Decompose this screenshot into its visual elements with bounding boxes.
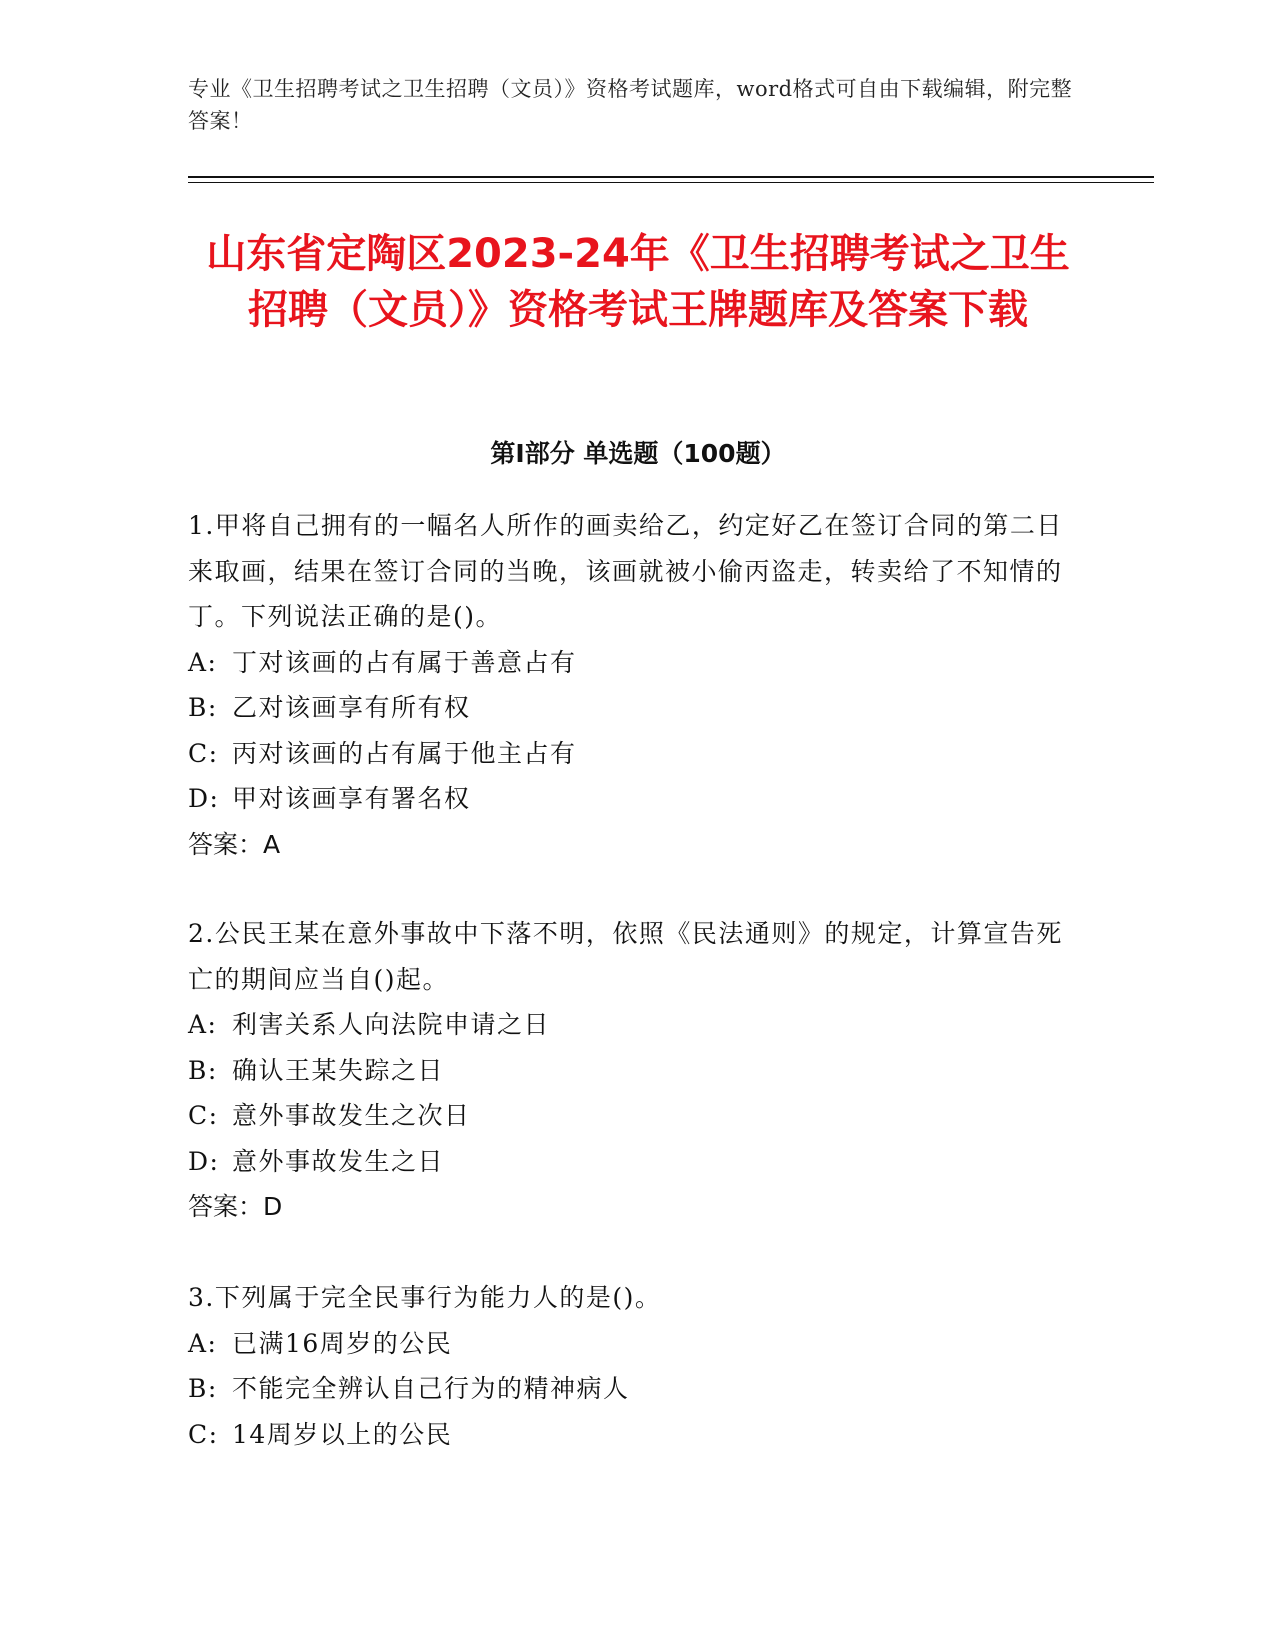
option-text: 意外事故发生之次日 xyxy=(232,1101,471,1130)
option-key: B: xyxy=(188,693,218,722)
section-title: 第Ⅰ部分 单选题（100题） xyxy=(490,439,786,468)
header-note: 专业《卫生招聘考试之卫生招聘（文员）》资格考试题库，word格式可自由下载编辑，附完整答案！ xyxy=(188,77,1073,133)
option-key: D: xyxy=(188,784,220,813)
option-key: A: xyxy=(188,1010,218,1039)
question-option-b xyxy=(188,1366,1068,1412)
option-key: B: xyxy=(188,1055,218,1085)
option-key: C: xyxy=(188,1101,219,1130)
option-text: 已满16周岁的公民 xyxy=(232,1328,453,1358)
question-text: 2.公民王某在意外事故中下落不明，依照《民法通则》的规定，计算宣告死亡的期间应当自()起。 xyxy=(188,919,1063,994)
question-option-d xyxy=(188,776,1068,822)
question-1 xyxy=(188,503,1068,867)
header-rule-thick xyxy=(188,176,1154,178)
question-option-c xyxy=(188,1412,1068,1458)
option-key: C: xyxy=(188,738,219,768)
option-key: D: xyxy=(188,1146,220,1176)
question-option-b xyxy=(188,685,1068,731)
question-option-c xyxy=(188,731,1068,777)
option-text: 丙对该画的占有属于他主占有 xyxy=(232,738,577,768)
question-text: 1.甲将自己拥有的一幅名人所作的画卖给乙，约定好乙在签订合同的第二日来取画，结果在签订合同的当晚，该画就被小偷丙盗走，转卖给了不知情的丁。下列说法正确的是()。 xyxy=(188,511,1063,631)
question-option-c xyxy=(188,1093,1068,1139)
question-option-d xyxy=(188,1139,1068,1185)
option-key: A: xyxy=(188,647,218,677)
question-2 xyxy=(188,911,1068,1230)
question-answer: 答案：A xyxy=(188,829,281,859)
option-key: C: xyxy=(188,1419,219,1449)
option-text: 不能完全辨认自己行为的精神病人 xyxy=(232,1374,630,1403)
option-text: 意外事故发生之日 xyxy=(232,1146,445,1176)
option-key: A: xyxy=(188,1328,218,1358)
option-text: 乙对该画享有所有权 xyxy=(232,693,471,722)
question-option-a xyxy=(188,1321,1068,1367)
question-option-a xyxy=(188,640,1068,686)
option-text: 丁对该画的占有属于善意占有 xyxy=(232,647,577,677)
question-option-a xyxy=(188,1002,1068,1048)
question-3 xyxy=(188,1275,1068,1457)
option-text: 甲对该画享有署名权 xyxy=(232,784,471,813)
question-option-b xyxy=(188,1048,1068,1094)
option-text: 确认王某失踪之日 xyxy=(232,1055,445,1085)
question-answer: 答案：D xyxy=(188,1192,283,1221)
option-text: 利害关系人向法院申请之日 xyxy=(232,1010,551,1039)
question-text: 3.下列属于完全民事行为能力人的是()。 xyxy=(188,1283,662,1312)
option-text: 14周岁以上的公民 xyxy=(232,1419,453,1449)
option-key: B: xyxy=(188,1374,218,1403)
header-rule-thin xyxy=(188,182,1154,183)
document-title: 山东省定陶区2023-24年《卫生招聘考试之卫生招聘（文员）》资格考试王牌题库及答案下载 xyxy=(206,231,1070,333)
